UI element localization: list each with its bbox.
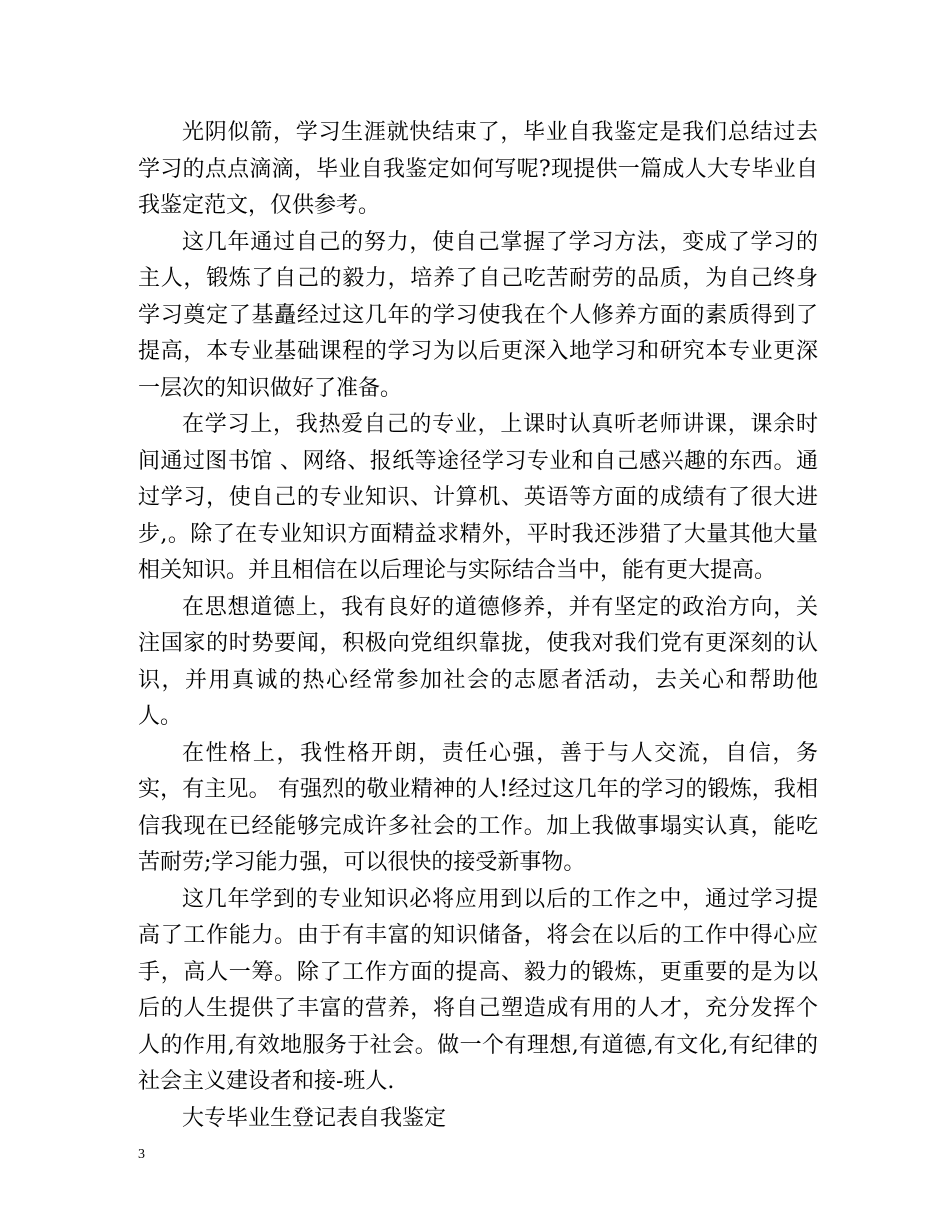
paragraph-morality: 在思想道德上，我有良好的道德修养，并有坚定的政治方向，关注国家的时势要闻，积极向党组织靠拢，使我对我们党有更深刻的认识，并用真诚的热心经常参加社会的志愿者活动，去关心和帮助他人。: [138, 594, 818, 729]
document-body: [138, 115, 818, 1137]
paragraph-future: 这几年学到的专业知识必将应用到以后的工作之中，通过学习提高了工作能力。由于有丰富的知识储备，将会在以后的工作中得心应手，高人一筹。除了工作方面的提高、毅力的锻炼，更重要的是为以后的人生提供了丰富的营养，将自己塑造成有用的人才，充分发挥个人的作用,有效地服务于社会。做一个有理想,有道德,有文化,有纪律的社会主义建设者和接-班人.: [138, 886, 818, 1094]
page-number: 3: [138, 1147, 145, 1162]
paragraph-effort: 这几年通过自己的努力，使自己掌握了学习方法，变成了学习的主人，锻炼了自己的毅力，培养了自己吃苦耐劳的品质，为自己终身学习奠定了基矗经过这几年的学习使我在个人修养方面的素质得到了提高，本专业基础课程的学习为以后更深入地学习和研究本专业更深一层次的知识做好了准备。: [138, 229, 818, 401]
paragraph-study: 在学习上，我热爱自己的专业，上课时认真听老师讲课，课余时间通过图书馆 、网络、报纸等途径学习专业和自己感兴趣的东西。通过学习，使自己的专业知识、计算机、英语等方面的成绩有了很大进步,。除了在专业知识方面精益求精外，平时我还涉猎了大量其他大量相关知识。并且相信在以后理论与实际结合当中，能有更大提高。: [138, 412, 818, 583]
paragraph-intro: 光阴似箭，学习生涯就快结束了，毕业自我鉴定是我们总结过去学习的点点滴滴，毕业自我鉴定如何写呢?现提供一篇成人大专毕业自我鉴定范文，仅供参考。: [138, 120, 818, 218]
paragraph-heading: 大专毕业生登记表自我鉴定: [182, 1105, 447, 1131]
paragraph-personality: 在性格上，我性格开朗，责任心强，善于与人交流，自信，务实，有主见。 有强烈的敬业精神的人!经过这几年的学习的锻炼，我相信我现在已经能够完成许多社会的工作。加上我做事塌实认真，能吃苦耐劳;学习能力强，可以很快的接受新事物。: [138, 740, 818, 875]
